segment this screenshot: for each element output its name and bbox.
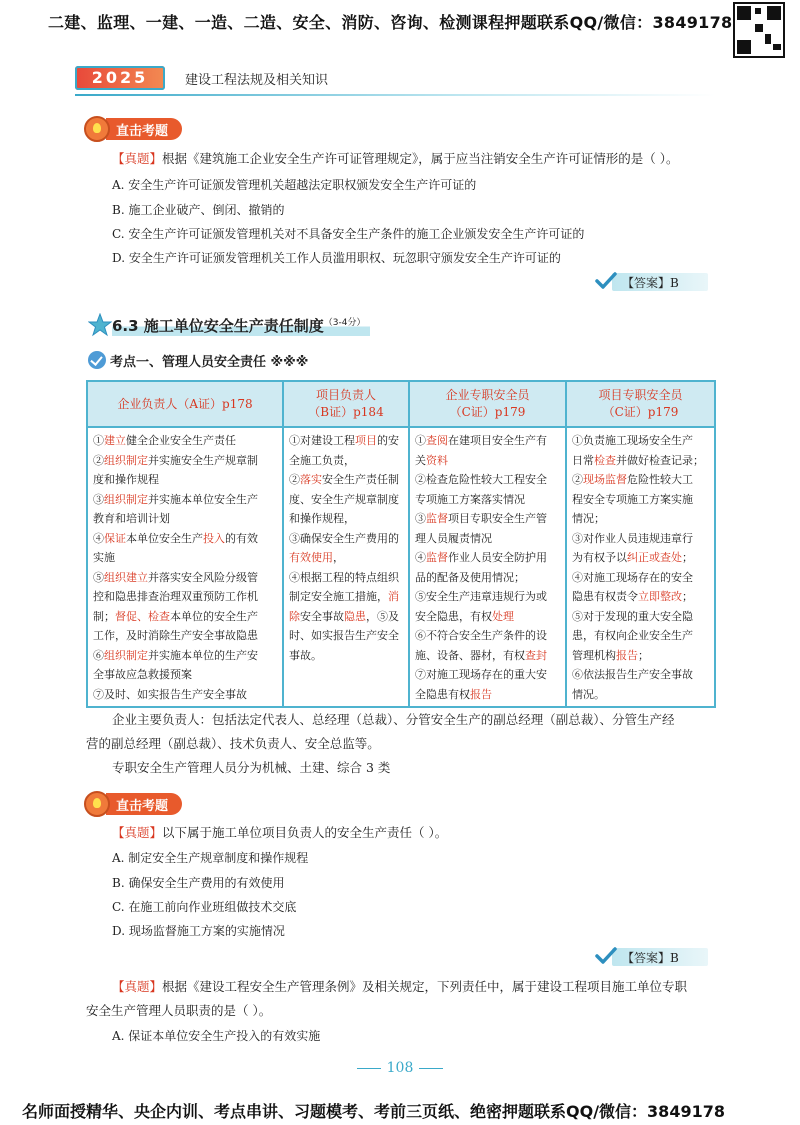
cell-line (93, 431, 278, 451)
cell-line (415, 587, 561, 607)
cell-line (93, 451, 278, 471)
cell-line (415, 607, 561, 627)
cell-line (415, 568, 561, 588)
plain-text: 确保安全生产费用的 (300, 531, 399, 545)
plain-text: 全施工负责， (289, 453, 355, 467)
plain-text: 事故。 (289, 648, 322, 662)
plain-text: 在建项目安全生产有 (448, 434, 547, 447)
question-tag: 【真题】 (112, 979, 163, 994)
highlight-text: 立即整改 (638, 590, 682, 603)
header-line: 企业负责人（A证）p178 (117, 396, 253, 411)
highlight-text: 处理 (492, 609, 514, 623)
plain-text: 患，有权向企业安全生产 (572, 629, 693, 642)
plain-text: 危险性较大工 (627, 473, 693, 486)
cell-line (415, 685, 561, 705)
plain-text: 全隐患有权 (415, 687, 470, 701)
key-point-text: 考点一、管理人员安全责任 ※※※ (110, 355, 309, 370)
plain-text: 本单位安全生产 (126, 531, 203, 545)
plain-text: 健全企业安全生产责任 (126, 434, 236, 447)
q1-option-b: B. 施工企业破产、倒闭、撤销的 (112, 203, 285, 217)
cell-line (572, 509, 710, 529)
badge-label: 直击考题 (106, 118, 182, 140)
highlight-text: 监督 (426, 551, 448, 564)
plain-text: 工作，及时消除生产安全事故隐患 (93, 629, 258, 642)
highlight-text: 监督 (426, 512, 448, 525)
plain-text: 不符合安全生产条件的设 (426, 629, 547, 642)
plain-text: 品的配备及使用情况； (415, 570, 525, 584)
plain-text: 教育和培训计划 (93, 512, 170, 525)
plain-text: 安全生产责任制 (322, 473, 399, 486)
item-number: ⑤ (572, 609, 583, 623)
cell-line (93, 548, 278, 568)
plain-text: 安全事故 (300, 609, 344, 623)
plain-text: 全事故应急救援预案 (93, 668, 192, 681)
plain-text: 关 (415, 453, 426, 467)
plain-text: 并实施安全生产规章制 (148, 453, 258, 467)
highlight-text: 保证 (104, 531, 126, 545)
q2-option-b: B. 确保安全生产费用的有效使用 (112, 876, 285, 890)
cell-line (289, 626, 404, 646)
page-number-dash-left (357, 1068, 381, 1069)
plain-text: 度、安全生产规章制度 (289, 492, 399, 506)
year-badge (75, 66, 165, 90)
cell-line (572, 607, 710, 627)
qr-code-icon (733, 2, 785, 58)
cell-line (572, 587, 710, 607)
q2-option-d: D. 现场监督施工方案的实施情况 (112, 924, 285, 938)
plain-text: ， (333, 551, 344, 564)
cell-line (415, 548, 561, 568)
plain-text: 制定安全施工措施， (289, 590, 388, 603)
cell-line (93, 646, 278, 666)
cell-line (93, 470, 278, 490)
q3-option-a: A. 保证本单位安全生产投入的有效实施 (112, 1029, 321, 1043)
highlight-text: 消 (388, 590, 399, 603)
highlight-text: 落实 (300, 473, 322, 486)
book-title: 建设工程法规及相关知识 (185, 73, 329, 88)
item-number: ① (572, 434, 583, 447)
question-2 (112, 824, 447, 842)
cell-line (572, 490, 710, 510)
highlight-text: 报告 (616, 648, 638, 662)
check-icon (594, 270, 618, 292)
question-3-line1 (112, 978, 687, 996)
item-number: ③ (93, 492, 104, 506)
cell-line (572, 548, 710, 568)
plain-text: 安全生产违章违规行为或 (426, 590, 547, 603)
cell-line (415, 529, 561, 549)
cell-line (93, 490, 278, 510)
plain-text: 程安全专项施工方案实施 (572, 492, 693, 506)
plain-text: 并做好检查记录； (616, 453, 704, 467)
cell-line (289, 646, 404, 666)
highlight-text: 组织制定 (104, 453, 148, 467)
plain-text: 对作业人员违规违章行 (583, 531, 693, 545)
cell-line (415, 626, 561, 646)
plain-text: 并落实安全风险分级管 (148, 570, 258, 584)
plain-text: 对建设工程 (300, 434, 355, 447)
highlight-text: 隐患 (344, 609, 366, 623)
highlight-text: 有效使用 (289, 551, 333, 564)
plain-text: 对施工现场存在的重大安 (426, 668, 547, 681)
plain-text: 为有权予以 (572, 551, 627, 564)
header-line: 企业专职安全员 (445, 388, 530, 402)
q1-option-a: A. 安全生产许可证颁发管理机关超越法定职权颁发安全生产许可证的 (112, 178, 477, 192)
highlight-text: 组织建立 (104, 570, 148, 584)
plain-text: 日常 (572, 453, 594, 467)
item-number: ④ (572, 570, 583, 584)
plain-text: 实施 (93, 551, 115, 564)
top-banner-text: 二建、监理、一建、一造、二造、安全、消防、咨询、检测课程押题联系QQ/微信：3849178 (48, 13, 733, 32)
plain-text: 的有效 (225, 531, 258, 545)
cell-line (93, 587, 278, 607)
cell-line (289, 470, 404, 490)
cell-line (415, 490, 561, 510)
lightbulb-icon (84, 791, 110, 817)
highlight-text: 投入 (203, 531, 225, 545)
highlight-text: 查阅 (426, 434, 448, 447)
paragraph-main-heads-line2: 营的副总经理（副总裁）、技术负责人、安全总监等。 (86, 736, 380, 751)
cell-line (572, 568, 710, 588)
lightbulb-icon (84, 116, 110, 142)
plain-text: 对施工现场存在的安全 (583, 570, 693, 584)
cell-enterprise-safety-officer (409, 427, 566, 707)
plain-text: 检查危险性较大工程安全 (426, 473, 547, 486)
table-header-row (87, 381, 715, 427)
item-number: ⑥ (415, 629, 426, 642)
item-number: ② (415, 473, 426, 486)
highlight-text: 资料 (426, 453, 448, 467)
header-line: （C证）p179 (602, 405, 679, 419)
cell-line (572, 685, 710, 705)
question-1 (112, 150, 679, 168)
cell-line (289, 548, 404, 568)
cell-line (572, 646, 710, 666)
page-number-value: 108 (386, 1060, 414, 1076)
section-title-text (112, 315, 370, 336)
page-header (75, 66, 715, 92)
section-score-note: （3-4分） (323, 318, 366, 328)
plain-text: ； (638, 648, 649, 662)
highlight-text: 组织制定 (104, 492, 148, 506)
header-line: （C证）p179 (449, 405, 526, 419)
item-number: ⑦ (93, 687, 104, 701)
plain-text: 度和操作规程 (93, 473, 159, 486)
cell-line (93, 568, 278, 588)
q2-option-c: C. 在施工前向作业班组做技术交底 (112, 900, 297, 914)
plain-text: 及时、如实报告生产安全事故 (104, 687, 247, 701)
header-line: 项目专职安全员 (598, 388, 683, 402)
plain-text: 和操作规程， (289, 512, 355, 525)
plain-text: 隐患有权责令 (572, 590, 638, 603)
top-banner (0, 0, 800, 40)
header-line: 项目负责人 (315, 388, 376, 402)
q2-option-a: A. 制定安全生产规章制度和操作规程 (112, 851, 309, 865)
cell-line (415, 665, 561, 685)
plain-text: 项目专职安全生产管 (448, 512, 547, 525)
plain-text: 情况。 (572, 687, 605, 701)
plain-text: 安全隐患，有权 (415, 609, 492, 623)
item-number: ③ (415, 512, 426, 525)
cell-line (572, 451, 710, 471)
header-enterprise-head (87, 381, 283, 427)
cell-line (572, 626, 710, 646)
cell-line (415, 451, 561, 471)
highlight-text: 项目 (355, 434, 377, 447)
plain-text: 负责施工现场安全生产 (583, 434, 693, 447)
cell-line (289, 529, 404, 549)
item-number: ⑥ (93, 648, 104, 662)
cell-line (572, 665, 710, 685)
plain-text: 对于发现的重大安全隐 (583, 609, 693, 623)
cell-line (415, 431, 561, 451)
plain-text: 时、如实报告生产安全 (289, 629, 399, 642)
cell-line (572, 470, 710, 490)
cell-line (93, 685, 278, 705)
question-tag: 【真题】 (112, 151, 163, 166)
header-line: （B证）p184 (308, 405, 384, 419)
cell-line (415, 470, 561, 490)
item-number: ③ (572, 531, 583, 545)
cell-project-safety-officer (566, 427, 715, 707)
item-number: ① (415, 434, 426, 447)
cell-line (572, 431, 710, 451)
plain-text: 施、设备、器材，有权 (415, 648, 525, 662)
item-number: ④ (289, 570, 300, 584)
header-project-manager (283, 381, 409, 427)
highlight-text: 检查 (594, 453, 616, 467)
highlight-text: 组织制定 (104, 648, 148, 662)
item-number: ④ (415, 551, 426, 564)
highlight-text: 督促、检查 (115, 609, 170, 623)
plain-text: 依法报告生产安全事故 (583, 668, 693, 681)
cell-line (415, 509, 561, 529)
question-text: 以下属于施工单位项目负责人的安全生产责任（ ）。 (162, 825, 448, 840)
item-number: ③ (289, 531, 300, 545)
year-label: 2025 (91, 68, 149, 87)
plain-text: 情况； (572, 512, 605, 525)
plain-text: 根据工程的特点组织 (300, 570, 399, 584)
cell-line (289, 431, 404, 451)
badge-label: 直击考题 (106, 793, 182, 815)
cell-project-manager (283, 427, 409, 707)
highlight-text: 纠正或查处 (627, 551, 682, 564)
check-icon (594, 945, 618, 967)
answer-text: 【答案】B (622, 951, 679, 965)
plain-text: 管理机构 (572, 648, 616, 662)
highlight-text: 现场监督 (583, 473, 627, 486)
highlight-text: 查封 (525, 648, 547, 662)
cell-line (289, 607, 404, 627)
duty-table (86, 380, 716, 708)
question-tag: 【真题】 (112, 825, 163, 840)
header-divider (75, 94, 715, 96)
plain-text: 控和隐患排查治理双重预防工作机 (93, 590, 258, 603)
item-number: ② (289, 473, 300, 486)
plain-text: ，⑤及 (366, 609, 399, 623)
page-number (0, 1060, 800, 1076)
question-text: 根据《建筑施工企业安全生产许可证管理规定》，属于应当注销安全生产许可证情形的是（ ）。 (162, 151, 679, 166)
header-project-safety-officer (566, 381, 715, 427)
cell-line (572, 529, 710, 549)
plain-text: ； (682, 590, 693, 603)
cell-line (289, 509, 404, 529)
cell-line (289, 451, 404, 471)
cell-line (289, 568, 404, 588)
plain-text: 制； (93, 609, 115, 623)
item-number: ⑦ (415, 668, 426, 681)
cell-line (93, 626, 278, 646)
paragraph-safety-categories: 专职安全生产管理人员分为机械、土建、综合 3 类 (112, 760, 391, 775)
question-3-line2: 安全生产管理人员职责的是（ ）。 (86, 1003, 272, 1018)
plain-text: ； (682, 551, 693, 564)
highlight-text: 报告 (470, 687, 492, 701)
item-number: ④ (93, 531, 104, 545)
highlight-text: 除 (289, 609, 300, 623)
plain-text: 作业人员安全防护用 (448, 551, 547, 564)
cell-line (415, 646, 561, 666)
answer-text: 【答案】B (622, 276, 679, 290)
question-text: 根据《建设工程安全生产管理条例》及相关规定，下列责任中，属于建设工程项目施工单位专职 (162, 979, 688, 994)
plain-text: 并实施本单位安全生产 (148, 492, 258, 506)
plain-text: 专项施工方案落实情况 (415, 492, 525, 506)
item-number: ② (572, 473, 583, 486)
q1-option-c: C. 安全生产许可证颁发管理机关对不具备安全生产条件的施工企业颁发安全生产许可证的 (112, 227, 585, 241)
q1-option-d: D. 安全生产许可证颁发管理机关工作人员滥用职权、玩忽职守颁发安全生产许可证的 (112, 251, 561, 265)
table-row (87, 427, 715, 707)
item-number: ⑤ (415, 590, 426, 603)
cell-line (93, 607, 278, 627)
header-enterprise-safety-officer (409, 381, 566, 427)
plain-text: 的安 (377, 434, 399, 447)
cell-line (289, 490, 404, 510)
item-number: ⑤ (93, 570, 104, 584)
item-number: ① (289, 434, 300, 447)
plain-text: 本单位的安全生产 (170, 609, 258, 623)
plain-text: 理人员履责情况 (415, 531, 492, 545)
section-title-label: 6.3 施工单位安全生产责任制度 (112, 317, 324, 335)
cell-line (289, 587, 404, 607)
item-number: ② (93, 453, 104, 467)
cell-line (93, 665, 278, 685)
paragraph-main-heads-line1: 企业主要负责人：包括法定代表人、总经理（总裁）、分管安全生产的副总经理（副总裁）、分管生产经 (112, 712, 675, 727)
checkmark-circle-icon (88, 351, 106, 369)
cell-line (93, 529, 278, 549)
cell-enterprise-head (87, 427, 283, 707)
star-icon (88, 313, 112, 337)
highlight-text: 建立 (104, 434, 126, 447)
page-number-dash-right (419, 1068, 443, 1069)
item-number: ⑥ (572, 668, 583, 681)
cell-line (93, 509, 278, 529)
item-number: ① (93, 434, 104, 447)
bottom-banner-text: 名师面授精华、央企内训、考点串讲、习题模考、考前三页纸、绝密押题联系QQ/微信：3849178 (22, 1102, 725, 1121)
plain-text: 并实施本单位的生产安 (148, 648, 258, 662)
